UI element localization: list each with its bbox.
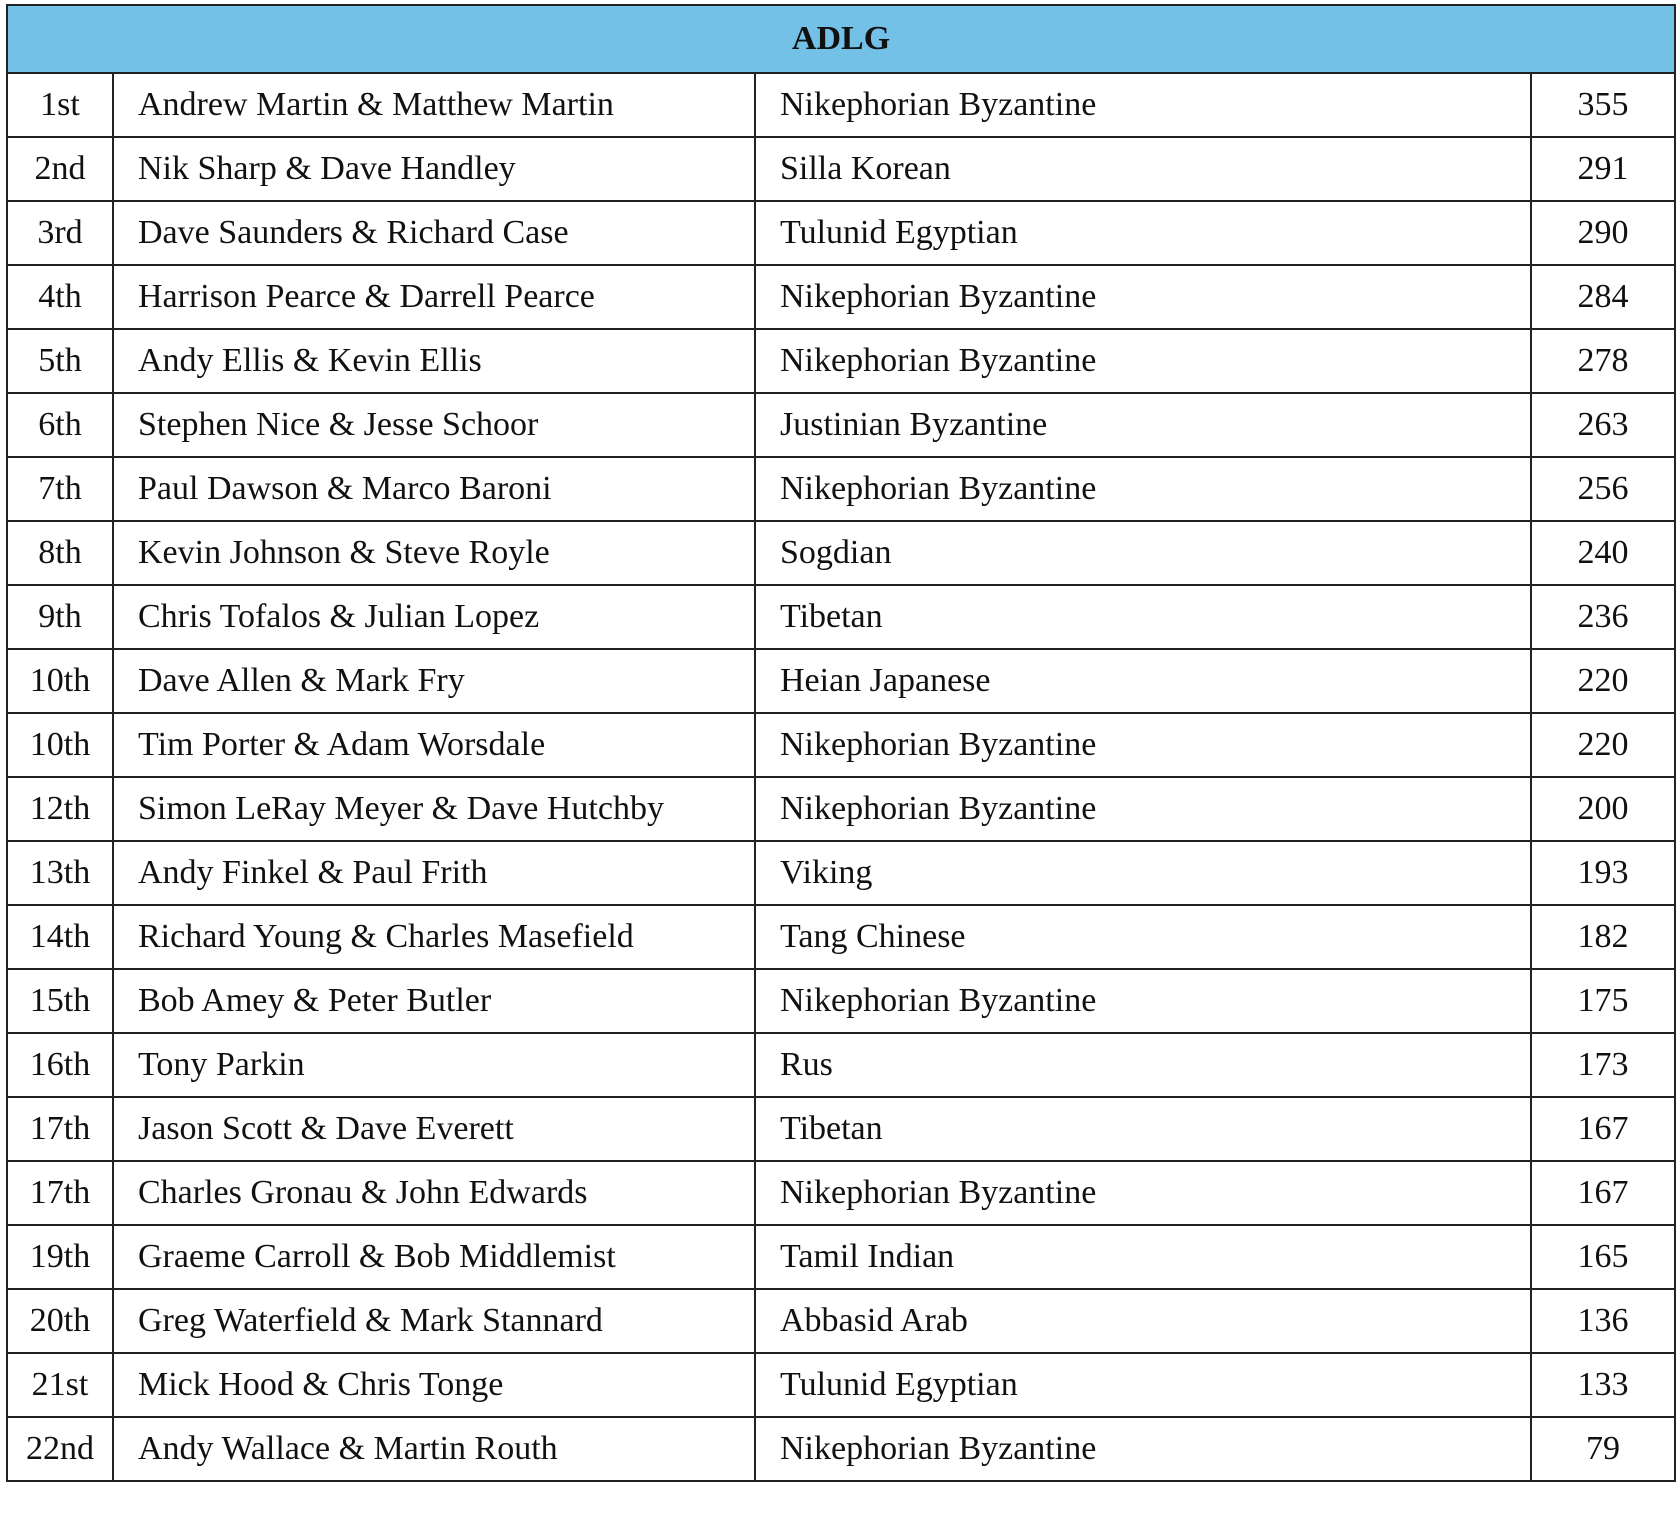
rank-cell: 8th [7, 521, 113, 585]
army-cell: Nikephorian Byzantine [755, 329, 1531, 393]
rank-cell: 7th [7, 457, 113, 521]
table-row [7, 1289, 1675, 1353]
army-cell: Abbasid Arab [755, 1289, 1531, 1353]
army-cell: Nikephorian Byzantine [755, 777, 1531, 841]
players-cell: Simon LeRay Meyer & Dave Hutchby [113, 777, 755, 841]
army-cell: Tulunid Egyptian [755, 201, 1531, 265]
score-cell: 167 [1531, 1161, 1675, 1225]
players-cell: Tony Parkin [113, 1033, 755, 1097]
rank-cell: 10th [7, 649, 113, 713]
score-cell: 193 [1531, 841, 1675, 905]
rank-cell: 1st [7, 73, 113, 137]
rank-cell: 5th [7, 329, 113, 393]
players-cell: Tim Porter & Adam Worsdale [113, 713, 755, 777]
rank-cell: 21st [7, 1353, 113, 1417]
rank-cell: 17th [7, 1161, 113, 1225]
table-row [7, 457, 1675, 521]
players-cell: Andrew Martin & Matthew Martin [113, 73, 755, 137]
players-cell: Harrison Pearce & Darrell Pearce [113, 265, 755, 329]
table-header-row [7, 5, 1675, 73]
army-cell: Nikephorian Byzantine [755, 969, 1531, 1033]
score-cell: 236 [1531, 585, 1675, 649]
army-cell: Tang Chinese [755, 905, 1531, 969]
score-cell: 256 [1531, 457, 1675, 521]
players-cell: Nik Sharp & Dave Handley [113, 137, 755, 201]
rank-cell: 2nd [7, 137, 113, 201]
players-cell: Bob Amey & Peter Butler [113, 969, 755, 1033]
rank-cell: 16th [7, 1033, 113, 1097]
army-cell: Silla Korean [755, 137, 1531, 201]
army-cell: Sogdian [755, 521, 1531, 585]
table-row [7, 265, 1675, 329]
players-cell: Andy Wallace & Martin Routh [113, 1417, 755, 1481]
players-cell: Andy Finkel & Paul Frith [113, 841, 755, 905]
table-title: ADLG [7, 5, 1675, 73]
army-cell: Rus [755, 1033, 1531, 1097]
score-cell: 133 [1531, 1353, 1675, 1417]
score-cell: 291 [1531, 137, 1675, 201]
table-row [7, 1097, 1675, 1161]
score-cell: 136 [1531, 1289, 1675, 1353]
score-cell: 290 [1531, 201, 1675, 265]
score-cell: 173 [1531, 1033, 1675, 1097]
score-cell: 278 [1531, 329, 1675, 393]
army-cell: Nikephorian Byzantine [755, 73, 1531, 137]
score-cell: 220 [1531, 649, 1675, 713]
army-cell: Nikephorian Byzantine [755, 265, 1531, 329]
rank-cell: 20th [7, 1289, 113, 1353]
table-row [7, 969, 1675, 1033]
players-cell: Andy Ellis & Kevin Ellis [113, 329, 755, 393]
table-row [7, 1161, 1675, 1225]
army-cell: Heian Japanese [755, 649, 1531, 713]
army-cell: Viking [755, 841, 1531, 905]
rank-cell: 15th [7, 969, 113, 1033]
players-cell: Charles Gronau & John Edwards [113, 1161, 755, 1225]
score-cell: 284 [1531, 265, 1675, 329]
score-cell: 167 [1531, 1097, 1675, 1161]
rank-cell: 12th [7, 777, 113, 841]
table-row [7, 521, 1675, 585]
table-row [7, 1225, 1675, 1289]
army-cell: Nikephorian Byzantine [755, 1417, 1531, 1481]
table-row [7, 713, 1675, 777]
players-cell: Chris Tofalos & Julian Lopez [113, 585, 755, 649]
army-cell: Tibetan [755, 585, 1531, 649]
score-cell: 79 [1531, 1417, 1675, 1481]
players-cell: Stephen Nice & Jesse Schoor [113, 393, 755, 457]
score-cell: 182 [1531, 905, 1675, 969]
table-row [7, 201, 1675, 265]
score-cell: 220 [1531, 713, 1675, 777]
rank-cell: 9th [7, 585, 113, 649]
table-row [7, 329, 1675, 393]
players-cell: Mick Hood & Chris Tonge [113, 1353, 755, 1417]
players-cell: Richard Young & Charles Masefield [113, 905, 755, 969]
table-row [7, 1353, 1675, 1417]
army-cell: Nikephorian Byzantine [755, 1161, 1531, 1225]
rank-cell: 14th [7, 905, 113, 969]
rank-cell: 17th [7, 1097, 113, 1161]
table-row [7, 393, 1675, 457]
table-row [7, 905, 1675, 969]
results-body [7, 73, 1675, 1481]
army-cell: Tulunid Egyptian [755, 1353, 1531, 1417]
rank-cell: 13th [7, 841, 113, 905]
rank-cell: 10th [7, 713, 113, 777]
score-cell: 175 [1531, 969, 1675, 1033]
table-row [7, 1033, 1675, 1097]
rank-cell: 19th [7, 1225, 113, 1289]
army-cell: Tamil Indian [755, 1225, 1531, 1289]
players-cell: Paul Dawson & Marco Baroni [113, 457, 755, 521]
results-table [6, 4, 1676, 1482]
score-cell: 200 [1531, 777, 1675, 841]
score-cell: 240 [1531, 521, 1675, 585]
table-row [7, 137, 1675, 201]
army-cell: Nikephorian Byzantine [755, 713, 1531, 777]
rank-cell: 4th [7, 265, 113, 329]
score-cell: 355 [1531, 73, 1675, 137]
table-row [7, 777, 1675, 841]
table-row [7, 73, 1675, 137]
players-cell: Graeme Carroll & Bob Middlemist [113, 1225, 755, 1289]
players-cell: Jason Scott & Dave Everett [113, 1097, 755, 1161]
players-cell: Greg Waterfield & Mark Stannard [113, 1289, 755, 1353]
table-row [7, 1417, 1675, 1481]
rank-cell: 3rd [7, 201, 113, 265]
players-cell: Kevin Johnson & Steve Royle [113, 521, 755, 585]
rank-cell: 22nd [7, 1417, 113, 1481]
army-cell: Justinian Byzantine [755, 393, 1531, 457]
rank-cell: 6th [7, 393, 113, 457]
table-row [7, 841, 1675, 905]
table-row [7, 649, 1675, 713]
players-cell: Dave Allen & Mark Fry [113, 649, 755, 713]
players-cell: Dave Saunders & Richard Case [113, 201, 755, 265]
army-cell: Tibetan [755, 1097, 1531, 1161]
score-cell: 263 [1531, 393, 1675, 457]
army-cell: Nikephorian Byzantine [755, 457, 1531, 521]
table-row [7, 585, 1675, 649]
score-cell: 165 [1531, 1225, 1675, 1289]
